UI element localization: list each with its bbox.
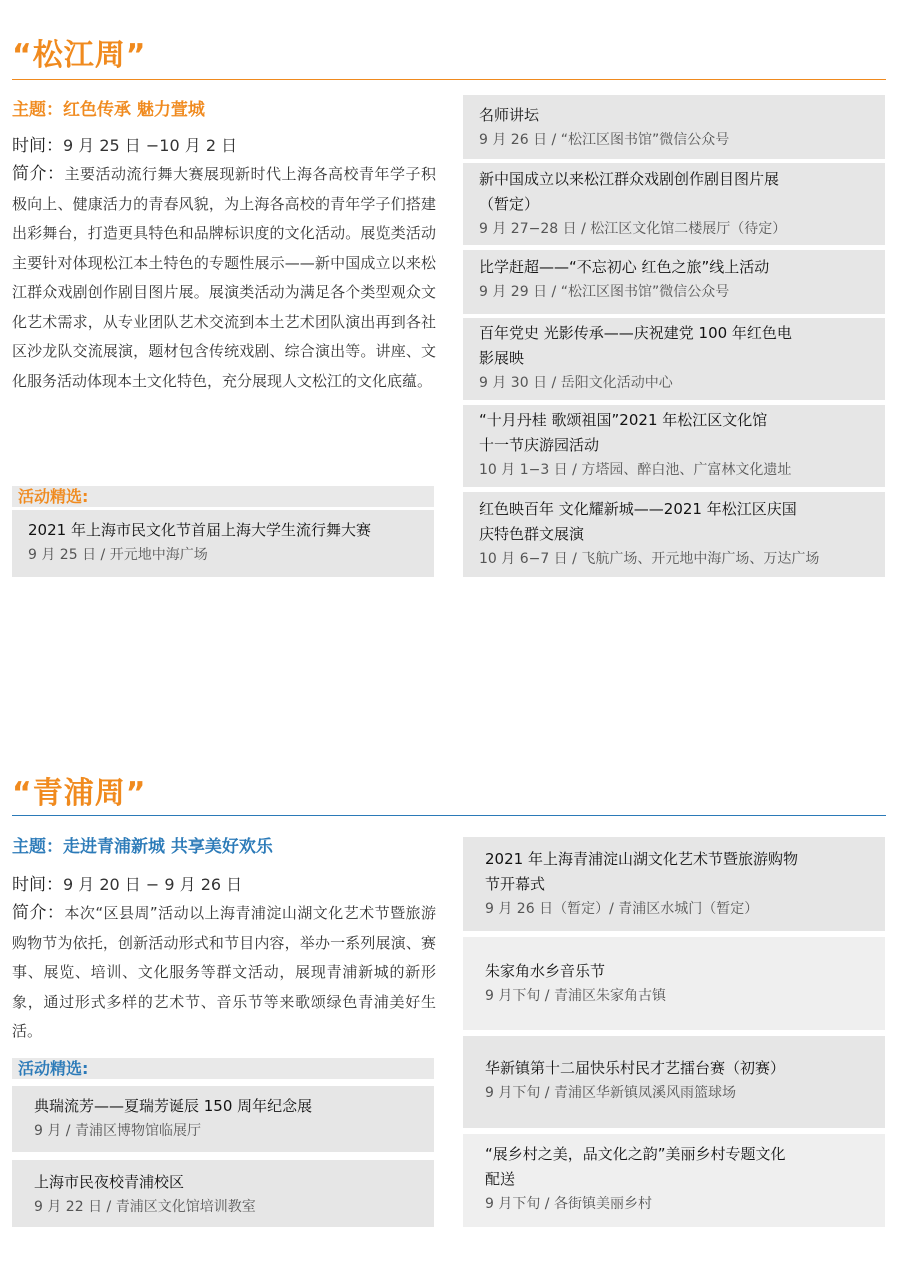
event-title: 红色映百年 文化耀新城——2021 年松江区庆国 <box>479 500 797 518</box>
songjiang-intro-label: 简介： <box>12 164 65 184</box>
qingpu-pick-card <box>12 1086 434 1152</box>
event-title: 2021 年上海市民文化节首届上海大学生流行舞大赛 <box>28 521 371 539</box>
event-detail: 9 月 26 日（暂定）/ 青浦区水城门（暂定） <box>485 901 759 917</box>
qingpu-picks-bar <box>12 1058 434 1079</box>
event-title-cont: （暂定） <box>479 195 540 213</box>
event-detail: 9 月下旬 / 青浦区华新镇凤溪风雨篮球场 <box>485 1085 736 1101</box>
songjiang-event-card <box>463 95 885 159</box>
event-title: 2021 年上海青浦淀山湖文化艺术节暨旅游购物 <box>485 850 798 868</box>
songjiang-event-card <box>463 163 885 245</box>
qingpu-theme: 主题：走进青浦新城 共享美好欢乐 <box>12 837 273 857</box>
songjiang-event-card <box>463 250 885 314</box>
qingpu-event-card <box>463 937 885 1030</box>
event-title-cont: 庆特色群文展演 <box>479 525 585 543</box>
songjiang-time-label: 时间： <box>12 136 63 156</box>
event-title-cont: 配送 <box>485 1170 516 1188</box>
event-detail: 9 月 / 青浦区博物馆临展厅 <box>34 1123 201 1139</box>
event-detail: 9 月 30 日 / 岳阳文化活动中心 <box>479 375 673 391</box>
event-detail: 9 月 22 日 / 青浦区文化馆培训教室 <box>34 1199 256 1215</box>
event-title-cont: 影展映 <box>479 349 525 367</box>
event-title-cont: 十一节庆游园活动 <box>479 436 600 454</box>
event-title-cont: 节开幕式 <box>485 875 546 893</box>
songjiang-intro-text: 主要活动流行舞大赛展现新时代上海各高校青年学子积极向上、健康活力的青春风貌，为上海各高校的青年学子们搭建出彩舞台，打造更具特色和品牌标识度的文化活动。展览类活动主要针对体现松江本土特色的专题性展示——新中国成立以来松江群众戏剧创作剧目图片展。展演类活动为满足各个类型观众文化艺术需求，从专业团队艺术交流到本土艺术团队演出再到各社区沙龙队交流展演，题材包含传统戏剧、综合演出等。讲座、文化服务活动体现本土文化特色，充分展现人文松江的文化底蕴。 <box>12 165 436 390</box>
qingpu-event-card <box>463 837 885 931</box>
event-title: 比学赶超——“不忘初心 红色之旅”线上活动 <box>479 258 770 276</box>
event-title: “展乡村之美，品文化之韵”美丽乡村专题文化 <box>485 1145 786 1163</box>
event-title: 新中国成立以来松江群众戏剧创作剧目图片展 <box>479 170 780 188</box>
event-detail: 9 月下旬 / 各街镇美丽乡村 <box>485 1196 652 1212</box>
qingpu-title-rule <box>12 815 886 816</box>
qingpu-intro <box>12 899 436 1047</box>
event-detail: 9 月下旬 / 青浦区朱家角古镇 <box>485 988 666 1004</box>
event-title: “十月丹桂 歌颂祖国”2021 年松江区文化馆 <box>479 411 768 429</box>
qingpu-time <box>12 870 242 895</box>
event-title: 上海市民夜校青浦校区 <box>34 1173 185 1191</box>
songjiang-time-value: 9 月 25 日 −10 月 2 日 <box>63 136 238 155</box>
event-detail: 9 月 25 日 / 开元地中海广场 <box>28 547 208 563</box>
qingpu-time-label: 时间： <box>12 875 63 895</box>
songjiang-event-card <box>463 405 885 487</box>
qingpu-intro-text: 本次“区县周”活动以上海青浦淀山湖文化艺术节暨旅游购物节为依托，创新活动形式和节目内容，举办一系列展演、赛事、展览、培训、文化服务等群文活动，展现青浦新城的新形象，通过形式多样的艺术节、音乐节等来歌颂绿色青浦美好生活。 <box>12 904 437 1040</box>
event-detail: 10 月 6−7 日 / 飞航广场、开元地中海广场、万达广场 <box>479 551 820 567</box>
qingpu-time-value: 9 月 20 日 − 9 月 26 日 <box>63 875 243 894</box>
qingpu-event-card <box>463 1036 885 1128</box>
event-title: 典瑞流芳——夏瑞芳诞辰 150 周年纪念展 <box>34 1097 313 1115</box>
songjiang-picks-label: 活动精选: <box>18 487 89 506</box>
qingpu-pick-card <box>12 1160 434 1227</box>
songjiang-time <box>12 131 237 156</box>
songjiang-week-title: “松江周” <box>12 38 147 73</box>
event-title: 华新镇第十二届快乐村民才艺擂台赛（初赛） <box>485 1059 786 1077</box>
songjiang-picks-bar <box>12 486 434 507</box>
event-detail: 10 月 1−3 日 / 方塔园、醉白池、广富林文化遗址 <box>479 462 792 478</box>
event-detail: 9 月 26 日 / “松江区图书馆”微信公众号 <box>479 132 730 148</box>
songjiang-pick-card <box>12 510 434 577</box>
qingpu-intro-label: 简介： <box>12 903 65 923</box>
songjiang-theme: 主题：红色传承 魅力萱城 <box>12 100 205 120</box>
event-title: 百年党史 光影传承——庆祝建党 100 年红色电 <box>479 324 792 342</box>
songjiang-event-card <box>463 492 885 577</box>
qingpu-week-title: “青浦周” <box>12 776 147 811</box>
event-detail: 9 月 27−28 日 / 松江区文化馆二楼展厅（待定） <box>479 221 787 237</box>
event-title: 名师讲坛 <box>479 106 540 124</box>
qingpu-picks-label: 活动精选: <box>18 1059 89 1078</box>
songjiang-event-card <box>463 318 885 400</box>
event-title: 朱家角水乡音乐节 <box>485 962 606 980</box>
songjiang-title-rule <box>12 79 886 80</box>
event-detail: 9 月 29 日 / “松江区图书馆”微信公众号 <box>479 284 730 300</box>
qingpu-event-card <box>463 1134 885 1227</box>
songjiang-intro <box>12 160 436 396</box>
